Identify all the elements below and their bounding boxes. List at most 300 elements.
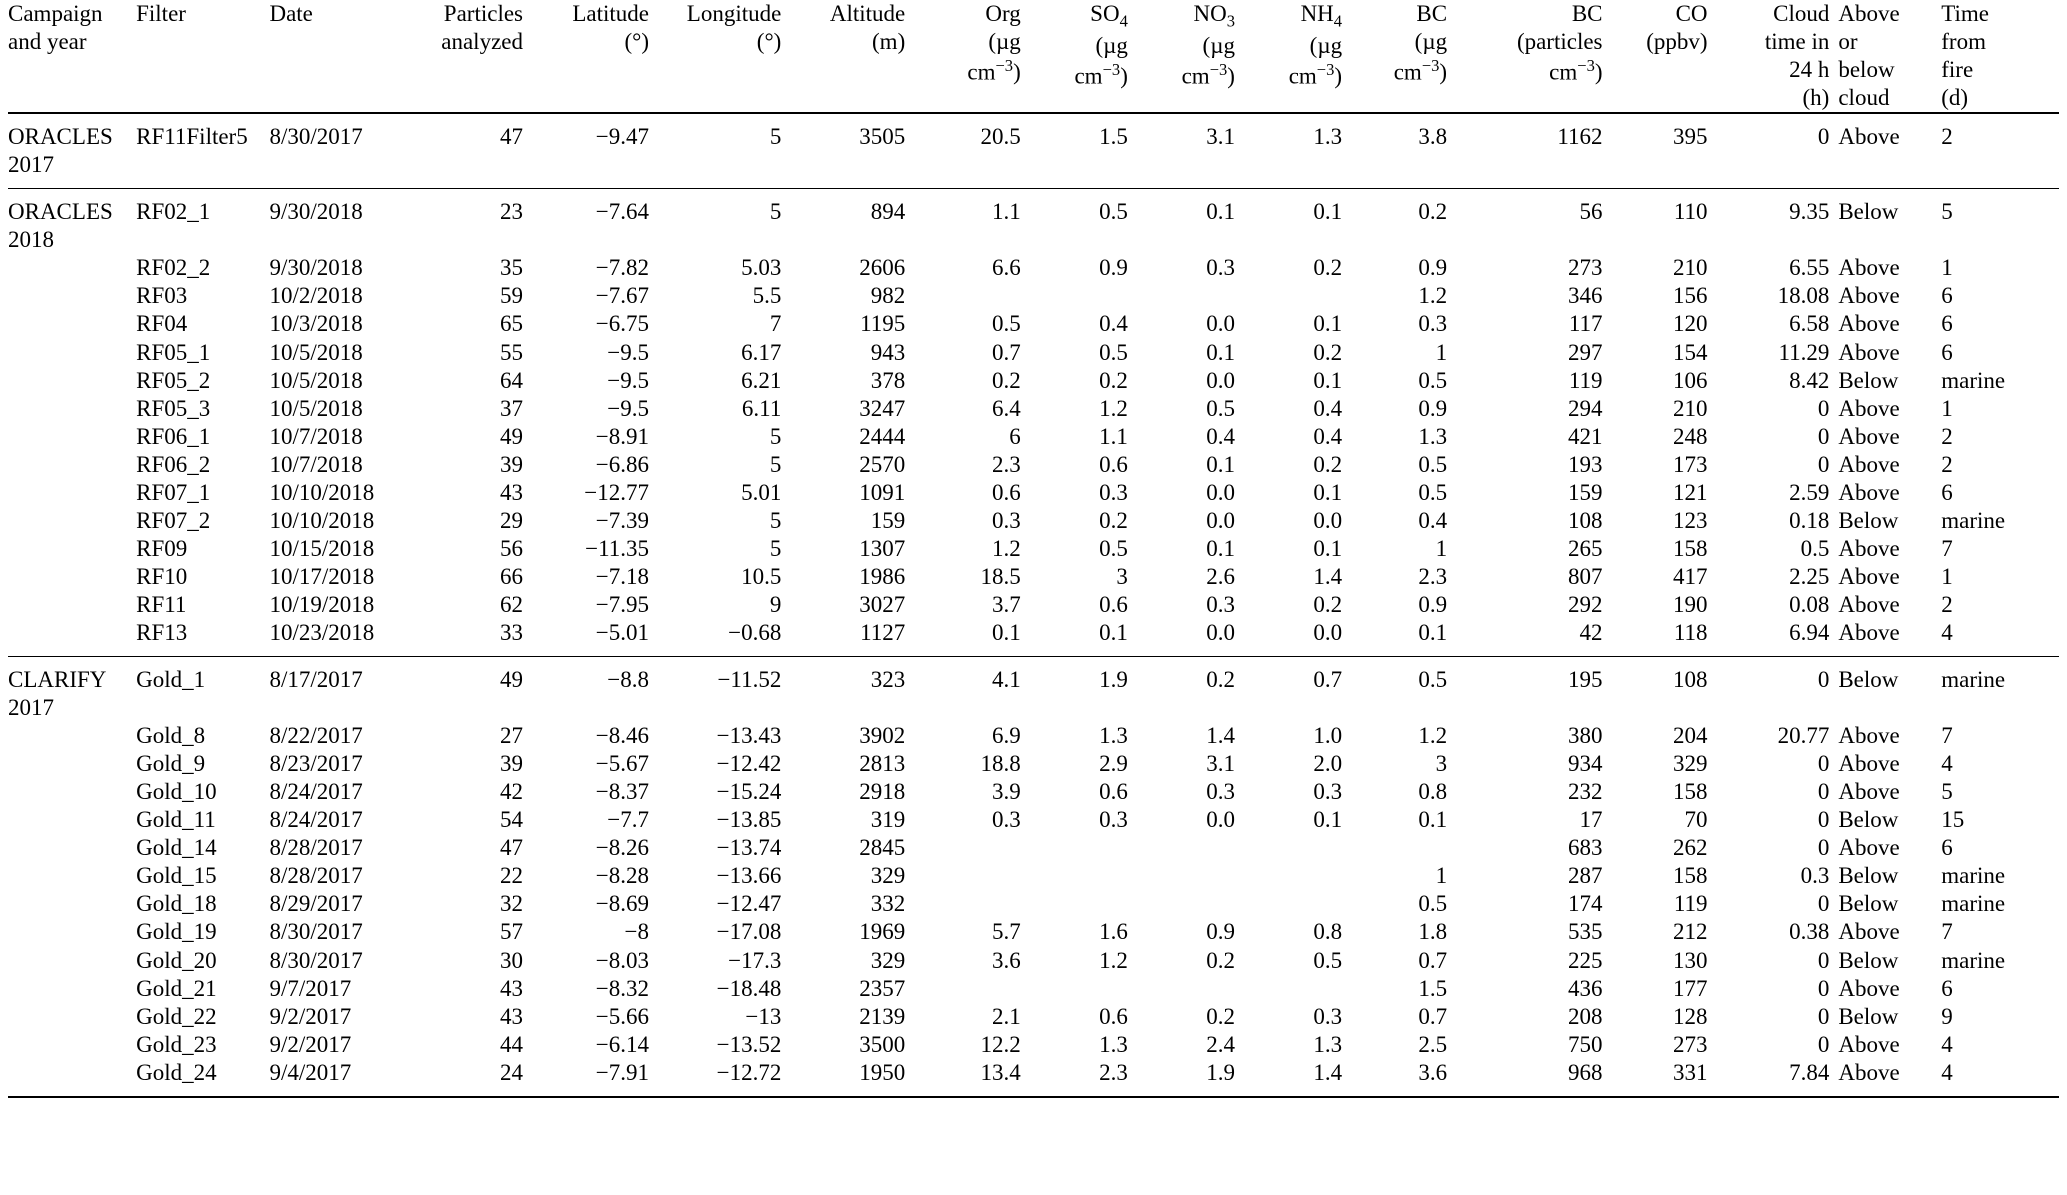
cell-latitude: −8.26 xyxy=(595,835,650,861)
cell-particles-analyzed: 66 xyxy=(500,563,523,589)
cell-time-from-fire: 5 xyxy=(1941,189,2059,255)
cell-bc-mass: 0.1 xyxy=(1418,807,1448,833)
cell-so4: 1.3 xyxy=(1099,1031,1128,1057)
cell-cloud-time: 0 xyxy=(1717,113,1839,189)
cell-date: 8/30/2017 xyxy=(269,919,363,945)
cell-longitude: 5 xyxy=(658,113,790,189)
cell-bc-mass: 0.9 xyxy=(1418,395,1448,421)
cell-bc-particles: 968 xyxy=(1568,1059,1603,1085)
cell-longitude: 6.17 xyxy=(741,339,782,365)
column-header-line: (µg xyxy=(1095,32,1128,58)
cell-particles-analyzed: 59 xyxy=(500,283,523,309)
cell-above-below-cloud: Above xyxy=(1838,919,1900,945)
table-row xyxy=(8,591,2059,619)
cell-nh4: 0.0 xyxy=(1313,507,1343,533)
cell-bc-particles: 193 xyxy=(1568,451,1603,477)
column-header-line: BC xyxy=(1571,1,1603,26)
cell-no3: 0.5 xyxy=(1206,395,1235,421)
cell-altitude: 323 xyxy=(790,657,914,723)
cell-particles-analyzed: 30 xyxy=(500,947,523,973)
cell-no3 xyxy=(1137,890,1244,918)
cell-filter: Gold_14 xyxy=(136,835,217,861)
cell-latitude: −5.66 xyxy=(595,1003,650,1029)
cell-latitude: −7.39 xyxy=(595,507,650,533)
table-row xyxy=(8,423,2059,451)
column-header-line: $NH_4$ xyxy=(1300,1,1343,31)
cell-so4: 0.5 xyxy=(1099,339,1128,365)
cell-filter: RF05_3 xyxy=(136,395,211,421)
cell-no3: 1.4 xyxy=(1206,723,1235,749)
cell-latitude: −5.01 xyxy=(595,619,650,645)
cell-co: 128 xyxy=(1673,1003,1708,1029)
cell-latitude: −6.86 xyxy=(595,451,650,477)
cell-date: 9/30/2018 xyxy=(269,189,416,255)
column-header-15 xyxy=(1838,0,1941,113)
cell-time-from-fire: 6 xyxy=(1941,835,1953,861)
cell-latitude: −7.95 xyxy=(595,591,650,617)
cell-time-from-fire: 7 xyxy=(1941,919,1953,945)
cell-time-from-fire: 7 xyxy=(1941,723,1953,749)
cell-nh4: 1.3 xyxy=(1244,113,1351,189)
cell-cloud-time: 0 xyxy=(1817,807,1830,833)
cell-cloud-time: 0 xyxy=(1817,1003,1830,1029)
cell-so4: 0.9 xyxy=(1099,255,1128,281)
cell-bc-particles: 807 xyxy=(1568,563,1603,589)
cell-particles-analyzed: 35 xyxy=(500,255,523,281)
column-header-line: (ppbv) xyxy=(1646,29,1708,55)
column-header-8 xyxy=(1030,0,1137,113)
cell-above-below-cloud: Below xyxy=(1838,507,1899,533)
campaign-cell xyxy=(8,282,136,310)
cell-co: 158 xyxy=(1673,779,1708,805)
cell-filter: Gold_20 xyxy=(136,947,217,973)
cell-org: 3.7 xyxy=(992,591,1021,617)
cell-filter: Gold_8 xyxy=(136,723,206,749)
column-header-line: $cm^{-3}$) xyxy=(1393,56,1448,85)
column-header-16 xyxy=(1941,0,2059,113)
campaign-cell xyxy=(8,657,136,723)
cell-no3: 1.9 xyxy=(1206,1059,1235,1085)
cell-bc-particles: 232 xyxy=(1568,779,1603,805)
table-row xyxy=(8,451,2059,479)
cell-particles-analyzed: 24 xyxy=(500,1059,523,1085)
cell-so4: 0.3 xyxy=(1099,479,1128,505)
cell-nh4: 0.3 xyxy=(1313,1003,1343,1029)
cell-bc-particles: 159 xyxy=(1568,479,1603,505)
cell-org: 1.2 xyxy=(992,535,1021,561)
cell-filter: Gold_19 xyxy=(136,919,217,945)
cell-altitude: 3500 xyxy=(859,1031,906,1057)
cell-nh4: 0.1 xyxy=(1313,311,1343,337)
cell-date: 8/30/2017 xyxy=(269,947,363,973)
cell-cloud-time: 0.5 xyxy=(1800,535,1830,561)
cell-bc-particles: 421 xyxy=(1568,423,1603,449)
cell-longitude: 5 xyxy=(769,535,782,561)
cell-longitude: −12.72 xyxy=(716,1059,782,1085)
cell-no3: 0.1 xyxy=(1206,339,1235,365)
table-row xyxy=(8,947,2059,975)
cell-particles-analyzed: 47 xyxy=(416,113,532,189)
table-row xyxy=(8,563,2059,591)
cell-above-below-cloud: Above xyxy=(1838,283,1900,309)
cell-date: 8/22/2017 xyxy=(269,723,363,749)
cell-longitude: −17.3 xyxy=(728,947,782,973)
table-row xyxy=(8,254,2059,282)
cell-date: 10/10/2018 xyxy=(269,479,375,505)
cell-latitude: −8.03 xyxy=(595,947,650,973)
cell-time-from-fire: 9 xyxy=(1941,1003,1953,1029)
cell-filter: Gold_1 xyxy=(136,657,269,723)
cell-date: 10/5/2018 xyxy=(269,367,363,393)
cell-bc-mass: 0.8 xyxy=(1418,779,1448,805)
column-header-9 xyxy=(1137,0,1244,113)
cell-no3: 0.0 xyxy=(1206,367,1235,393)
campaign-cell xyxy=(8,918,136,946)
cell-date: 10/10/2018 xyxy=(269,507,375,533)
cell-no3 xyxy=(1137,834,1244,862)
cell-co: 204 xyxy=(1673,723,1708,749)
cell-org: 0.6 xyxy=(992,479,1021,505)
cell-nh4: 0.2 xyxy=(1313,339,1343,365)
cell-above-below-cloud: Above xyxy=(1838,311,1900,337)
cell-bc-particles: 108 xyxy=(1568,507,1603,533)
cell-latitude: −9.5 xyxy=(607,395,650,421)
cell-particles-analyzed: 29 xyxy=(500,507,523,533)
cell-longitude: 7 xyxy=(769,311,782,337)
table-row xyxy=(8,918,2059,946)
cell-filter: Gold_21 xyxy=(136,975,217,1001)
cell-longitude: 5 xyxy=(658,189,790,255)
cell-co: 210 xyxy=(1673,255,1708,281)
cell-no3: 0.2 xyxy=(1137,657,1244,723)
cell-time-from-fire: marine xyxy=(1941,891,2006,917)
cell-cloud-time: 7.84 xyxy=(1789,1059,1830,1085)
campaign-cell xyxy=(8,619,136,657)
cell-filter: RF07_1 xyxy=(136,479,211,505)
cell-date: 10/17/2018 xyxy=(269,563,375,589)
cell-latitude: −12.77 xyxy=(584,479,650,505)
cell-filter: RF02_2 xyxy=(136,255,211,281)
table-row xyxy=(8,778,2059,806)
cell-altitude: 1195 xyxy=(860,311,906,337)
column-header-line: Latitude xyxy=(572,1,650,26)
column-header-11 xyxy=(1351,0,1456,113)
cell-cloud-time: 0.3 xyxy=(1800,863,1830,889)
campaign-cell xyxy=(8,890,136,918)
cell-nh4: 0.1 xyxy=(1244,189,1351,255)
cell-altitude: 894 xyxy=(790,189,914,255)
cell-cloud-time: 6.55 xyxy=(1789,255,1830,281)
cell-so4: 1.5 xyxy=(1030,113,1137,189)
cell-so4: 0.6 xyxy=(1099,779,1128,805)
cell-co: 70 xyxy=(1684,807,1708,833)
cell-longitude: −13.85 xyxy=(716,807,782,833)
column-header-line: and year xyxy=(8,29,87,55)
cell-filter: Gold_15 xyxy=(136,863,217,889)
cell-latitude: −7.64 xyxy=(532,189,658,255)
cell-org: 3.9 xyxy=(992,779,1021,805)
cell-nh4: 0.1 xyxy=(1313,535,1343,561)
cell-above-below-cloud: Above xyxy=(1838,619,1900,645)
cell-date: 9/2/2017 xyxy=(269,1031,352,1057)
cell-org: 0.3 xyxy=(992,507,1021,533)
cell-altitude: 1307 xyxy=(859,535,906,561)
cell-org: 6.6 xyxy=(992,255,1021,281)
cell-particles-analyzed: 39 xyxy=(500,751,523,777)
cell-time-from-fire: 15 xyxy=(1941,807,1965,833)
cell-nh4: 0.0 xyxy=(1313,619,1343,645)
cell-bc-mass: 1.2 xyxy=(1418,723,1448,749)
cell-so4: 0.4 xyxy=(1099,311,1128,337)
cell-so4: 0.3 xyxy=(1099,807,1128,833)
cell-above-below-cloud: Above xyxy=(1838,479,1900,505)
cell-bc-particles: 208 xyxy=(1568,1003,1603,1029)
table-header xyxy=(8,0,2059,113)
campaign-cell xyxy=(8,591,136,619)
cell-longitude: 5.01 xyxy=(741,479,782,505)
cell-no3: 0.1 xyxy=(1206,451,1235,477)
column-header-3 xyxy=(416,0,532,113)
cell-time-from-fire: 2 xyxy=(1941,113,2059,189)
cell-latitude: −9.5 xyxy=(607,339,650,365)
cell-filter: Gold_9 xyxy=(136,751,206,777)
cell-longitude: −15.24 xyxy=(716,779,782,805)
cell-particles-analyzed: 39 xyxy=(500,451,523,477)
campaign-label-line: 2017 xyxy=(8,152,54,178)
cell-bc-mass: 0.2 xyxy=(1351,189,1456,255)
campaign-cell xyxy=(8,535,136,563)
cell-bc-mass xyxy=(1351,834,1456,862)
cell-cloud-time: 0 xyxy=(1817,395,1830,421)
cell-date: 10/7/2018 xyxy=(269,451,363,477)
cell-bc-mass: 3.6 xyxy=(1418,1059,1448,1085)
column-header-line: $cm^{-3}$) xyxy=(1181,59,1235,89)
cell-time-from-fire: 2 xyxy=(1941,423,1953,449)
cell-nh4: 0.1 xyxy=(1313,479,1343,505)
cell-altitude: 3505 xyxy=(790,113,914,189)
table-row xyxy=(8,1003,2059,1031)
cell-nh4: 0.1 xyxy=(1313,367,1343,393)
cell-filter: RF06_2 xyxy=(136,451,211,477)
cell-altitude: 319 xyxy=(870,807,906,833)
cell-no3: 0.0 xyxy=(1206,807,1235,833)
cell-no3: 0.0 xyxy=(1206,311,1235,337)
column-header-line: (particles xyxy=(1516,29,1603,55)
cell-altitude: 329 xyxy=(870,947,906,973)
column-header-line: Time xyxy=(1941,1,1989,26)
column-header-1 xyxy=(136,0,269,113)
cell-co: 210 xyxy=(1673,395,1708,421)
campaign-cell xyxy=(8,339,136,367)
cell-time-from-fire: 4 xyxy=(1941,619,1953,645)
column-header-line: (µg xyxy=(1414,29,1448,55)
cell-nh4: 0.1 xyxy=(1313,807,1343,833)
campaign-cell xyxy=(8,778,136,806)
cell-time-from-fire: 2 xyxy=(1941,451,1953,477)
cell-latitude: −7.82 xyxy=(595,255,650,281)
campaign-cell xyxy=(8,862,136,890)
cell-above-below-cloud: Above xyxy=(1838,751,1900,777)
cell-longitude: 9 xyxy=(769,591,782,617)
cell-bc-mass: 3.8 xyxy=(1351,113,1456,189)
campaign-label-line: CLARIFY xyxy=(8,667,107,693)
table-row xyxy=(8,535,2059,563)
cell-particles-analyzed: 43 xyxy=(500,975,523,1001)
cell-bc-mass: 1 xyxy=(1435,863,1448,889)
cell-altitude: 1969 xyxy=(859,919,906,945)
cell-filter: RF05_1 xyxy=(136,339,211,365)
cell-latitude: −8.8 xyxy=(532,657,658,723)
cell-org: 6.4 xyxy=(992,395,1021,421)
cell-bc-mass: 0.9 xyxy=(1418,255,1448,281)
cell-above-below-cloud: Above xyxy=(1838,591,1900,617)
campaign-cell xyxy=(8,479,136,507)
cell-bc-particles: 436 xyxy=(1568,975,1603,1001)
cell-co: 173 xyxy=(1673,451,1708,477)
cell-date: 10/23/2018 xyxy=(269,619,375,645)
cell-so4: 2.9 xyxy=(1099,751,1128,777)
cell-date: 10/5/2018 xyxy=(269,339,363,365)
cell-bc-mass: 0.5 xyxy=(1351,657,1456,723)
cell-altitude: 2813 xyxy=(859,751,906,777)
cell-altitude: 3027 xyxy=(859,591,906,617)
column-header-line: below xyxy=(1838,57,1895,83)
cell-no3: 2.4 xyxy=(1206,1031,1235,1057)
cell-org: 0.3 xyxy=(992,807,1021,833)
cell-co: 395 xyxy=(1612,113,1717,189)
cell-particles-analyzed: 32 xyxy=(500,891,523,917)
cell-particles-analyzed: 43 xyxy=(500,1003,523,1029)
cell-particles-analyzed: 27 xyxy=(500,723,523,749)
cell-filter: Gold_11 xyxy=(136,807,216,833)
cell-filter: RF11 xyxy=(136,591,187,617)
cell-cloud-time: 18.08 xyxy=(1777,283,1830,309)
cell-particles-analyzed: 37 xyxy=(500,395,523,421)
table-row xyxy=(8,367,2059,395)
header-row xyxy=(8,0,2059,113)
cell-bc-mass: 1.2 xyxy=(1418,283,1448,309)
cell-longitude: −13.43 xyxy=(716,723,782,749)
cell-so4 xyxy=(1030,862,1137,890)
cell-org: 2.1 xyxy=(992,1003,1021,1029)
cell-nh4: 0.4 xyxy=(1313,423,1343,449)
cell-filter: RF07_2 xyxy=(136,507,211,533)
cell-co: 158 xyxy=(1673,863,1708,889)
cell-longitude: −0.68 xyxy=(728,619,782,645)
cell-so4: 3 xyxy=(1116,563,1128,589)
cell-org xyxy=(914,834,1030,862)
cell-date: 8/23/2017 xyxy=(269,751,363,777)
cell-cloud-time: 0 xyxy=(1717,657,1839,723)
cell-co: 331 xyxy=(1673,1059,1708,1085)
cell-filter: Gold_23 xyxy=(136,1031,217,1057)
cell-bc-particles: 119 xyxy=(1568,367,1603,393)
cell-altitude: 332 xyxy=(870,891,906,917)
cell-longitude: −17.08 xyxy=(716,919,782,945)
campaign-cell xyxy=(8,834,136,862)
cell-no3: 0.0 xyxy=(1206,507,1235,533)
cell-latitude: −8.91 xyxy=(595,423,650,449)
cell-no3: 0.4 xyxy=(1206,423,1235,449)
cell-cloud-time: 6.94 xyxy=(1789,619,1830,645)
cell-longitude: 5.03 xyxy=(741,255,782,281)
cell-so4: 1.2 xyxy=(1099,947,1128,973)
cell-filter: RF03 xyxy=(136,283,188,309)
column-header-line: Above xyxy=(1838,1,1900,26)
campaign-label-line: 2017 xyxy=(8,695,54,721)
cell-above-below-cloud: Above xyxy=(1838,1031,1900,1057)
cell-no3: 0.1 xyxy=(1206,535,1235,561)
cell-above-below-cloud: Below xyxy=(1838,657,1941,723)
cell-latitude: −7.18 xyxy=(595,563,650,589)
cell-no3: 0.9 xyxy=(1206,919,1235,945)
cell-time-from-fire: 6 xyxy=(1941,339,1953,365)
cell-altitude: 1950 xyxy=(859,1059,906,1085)
cell-so4: 1.9 xyxy=(1030,657,1137,723)
cell-no3 xyxy=(1137,282,1244,310)
cell-so4: 1.3 xyxy=(1099,723,1128,749)
cell-so4: 0.5 xyxy=(1099,535,1128,561)
cell-so4: 0.2 xyxy=(1099,507,1128,533)
cell-altitude: 2570 xyxy=(859,451,906,477)
cell-longitude: 5 xyxy=(769,451,782,477)
cell-date: 10/3/2018 xyxy=(269,311,363,337)
cell-filter: RF05_2 xyxy=(136,367,211,393)
column-header-line: fire xyxy=(1941,57,1974,83)
cell-latitude: −8.28 xyxy=(595,863,650,889)
column-header-line: or xyxy=(1838,29,1858,55)
column-header-2 xyxy=(269,0,416,113)
cell-cloud-time: 0 xyxy=(1817,1031,1830,1057)
cell-longitude: −12.47 xyxy=(716,891,782,917)
cell-particles-analyzed: 23 xyxy=(416,189,532,255)
cell-no3: 0.0 xyxy=(1206,479,1235,505)
cell-cloud-time: 2.25 xyxy=(1789,563,1830,589)
cell-bc-mass: 1 xyxy=(1435,535,1448,561)
table-body xyxy=(8,113,2059,1096)
cell-particles-analyzed: 57 xyxy=(500,919,523,945)
cell-longitude: 6.21 xyxy=(741,367,782,393)
cell-so4 xyxy=(1030,975,1137,1003)
cell-co: 212 xyxy=(1673,919,1708,945)
cell-above-below-cloud: Below xyxy=(1838,1003,1899,1029)
column-header-line: Cloud xyxy=(1773,1,1830,26)
cell-bc-particles: 225 xyxy=(1568,947,1603,973)
table-row xyxy=(8,619,2059,657)
cell-no3: 0.3 xyxy=(1206,255,1235,281)
cell-latitude: −7.91 xyxy=(595,1059,650,1085)
column-header-6 xyxy=(790,0,914,113)
cell-date: 8/28/2017 xyxy=(269,863,363,889)
cell-date: 9/30/2018 xyxy=(269,255,363,281)
cell-cloud-time: 0.18 xyxy=(1789,507,1830,533)
cell-date: 8/24/2017 xyxy=(269,779,363,805)
cell-nh4: 0.5 xyxy=(1313,947,1343,973)
cell-time-from-fire: marine xyxy=(1941,947,2006,973)
cell-org: 4.1 xyxy=(914,657,1030,723)
cell-co: 177 xyxy=(1673,975,1708,1001)
column-header-line: CO xyxy=(1675,1,1708,26)
cell-bc-mass: 1.5 xyxy=(1418,975,1448,1001)
cell-filter: Gold_24 xyxy=(136,1059,217,1085)
cell-latitude: −11.35 xyxy=(585,535,650,561)
campaign-cell xyxy=(8,113,136,189)
cell-org xyxy=(914,862,1030,890)
cell-bc-particles: 346 xyxy=(1568,283,1603,309)
cell-particles-analyzed: 47 xyxy=(500,835,523,861)
table-row xyxy=(8,479,2059,507)
cell-bc-mass: 0.9 xyxy=(1418,591,1448,617)
